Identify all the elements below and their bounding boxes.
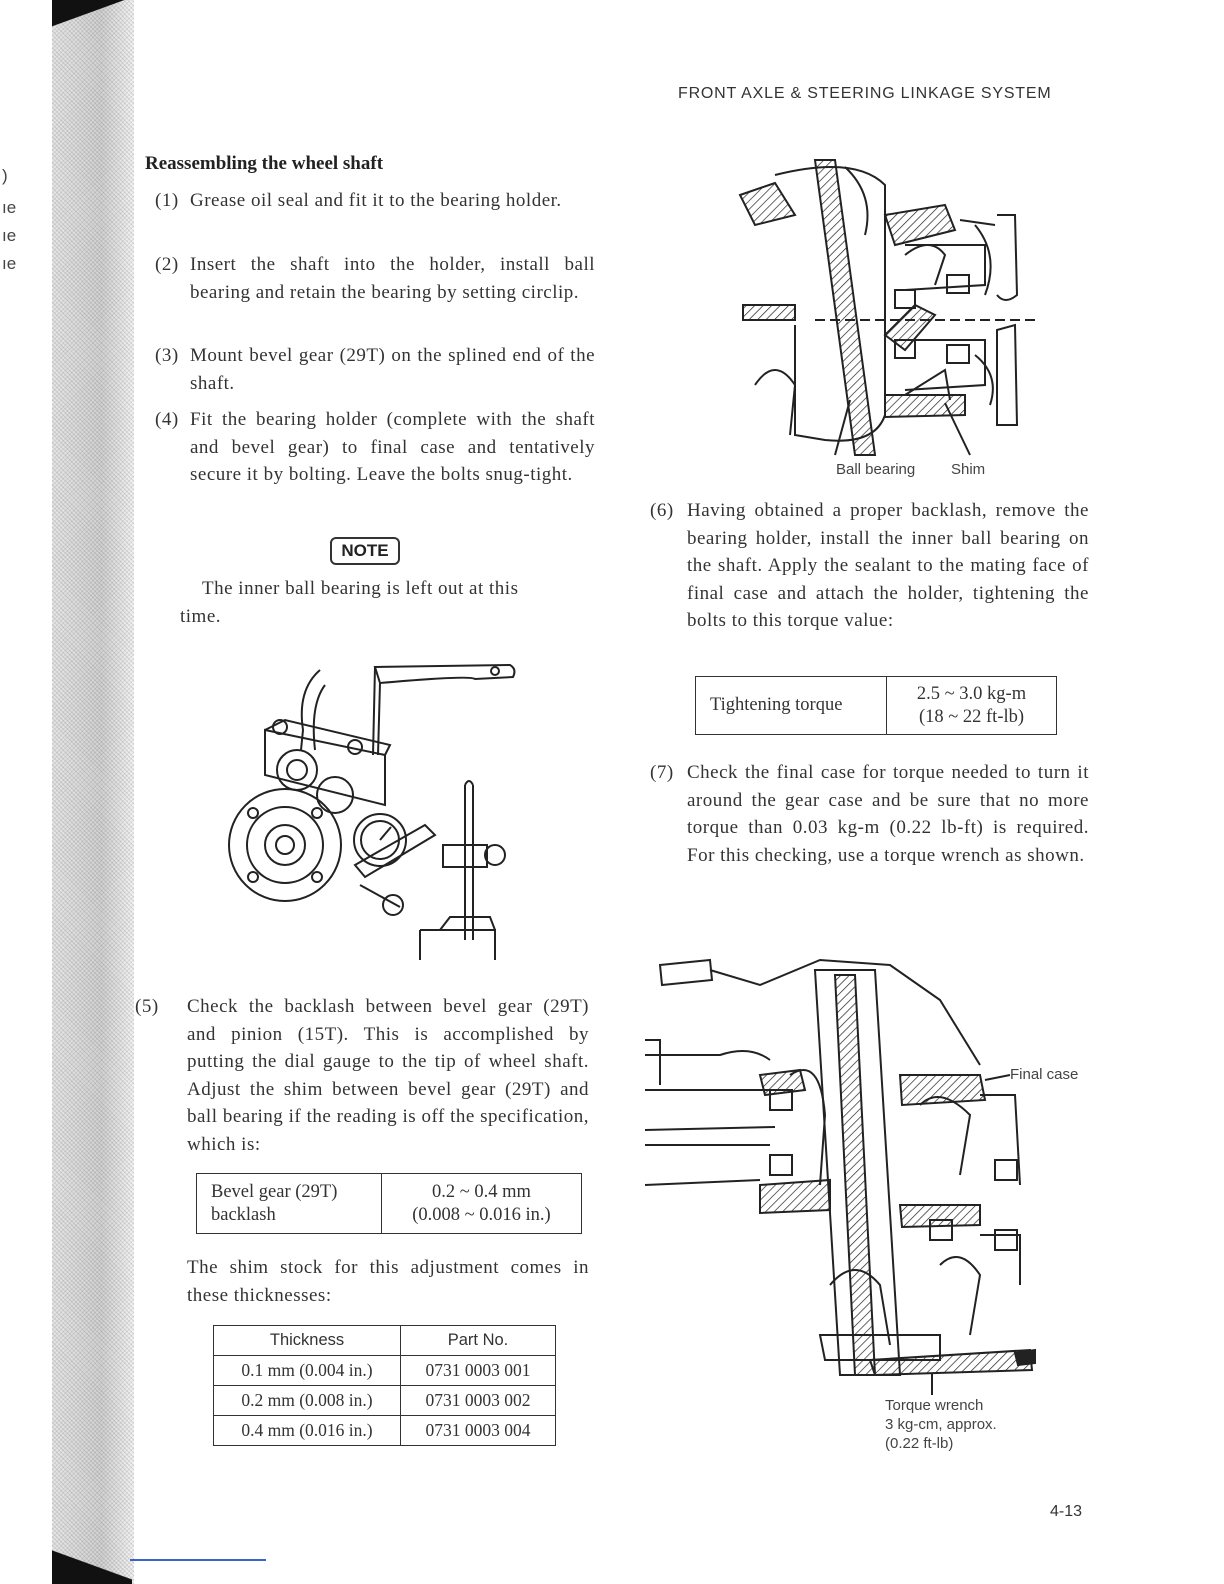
bottom-edge-line [130, 1559, 266, 1561]
binding-shadow-bottom [52, 1530, 132, 1584]
note-text: The inner ball bearing is left out at this time. [180, 578, 519, 627]
spec-value-line: 0.2 ~ 0.4 mm [432, 1181, 531, 1202]
step-4 [155, 406, 595, 489]
column-header: Thickness [214, 1326, 401, 1356]
step-text: Mount bevel gear (29T) on the splined end of the shaft. [190, 345, 595, 394]
step-text: Having obtained a proper backlash, remove the bearing holder, install the inner ball bearing on the shaft. Apply the sealant to the mating face of final case and attach the holder, tightening the bolts to this torque value: [687, 500, 1089, 631]
step-1 [155, 187, 595, 215]
step-3 [155, 342, 595, 397]
shim-label: Shim [951, 461, 986, 478]
spec-item-line: Bevel gear (29T) [211, 1181, 338, 1202]
table-row [214, 1416, 556, 1446]
step-text: Check the final case for torque needed to turn it around the gear case and be sure that no more torque than 0.03 kg-m (0.22 lb-ft) is required. For this checking, use a torque wrench as shown. [687, 762, 1089, 866]
page-number: 4-13 [1050, 1503, 1083, 1520]
step-text: Check the backlash between bevel gear (29T) and pinion (15T). This is accomplished by putting the dial gauge to the tip of wheel shaft. Adjust the shim between bevel gear (29T) and ball bearing if the reading is off the specification, which is: [187, 996, 589, 1155]
torque-value-cell [887, 677, 1057, 735]
dial-gauge-figure [225, 655, 525, 965]
spec-item-cell [197, 1174, 382, 1234]
step-text: Fit the bearing holder (complete with the shaft and bevel gear) to final case and tentatively secure it by bolting. Leave the bolts snug-tight. [190, 409, 595, 485]
note-label: NOTE [330, 537, 400, 565]
torque-value-line: 2.5 ~ 3.0 kg-m [916, 683, 1027, 704]
step-text: Grease oil seal and fit it to the bearing holder. [190, 190, 562, 211]
table-cell: 0731 0003 002 [401, 1386, 556, 1416]
step-5 [135, 993, 589, 1158]
running-header: FRONT AXLE & STEERING LINKAGE SYSTEM [678, 85, 1052, 102]
page-binding [52, 0, 134, 1584]
final-case-torque-figure [640, 955, 1060, 1395]
margin-fragment: ıe [2, 254, 17, 273]
section-heading: Reassembling the wheel shaft [145, 153, 384, 174]
final-case-label: Final case [1010, 1066, 1079, 1083]
ball-bearing-label: Ball bearing [836, 461, 916, 478]
column-header: Part No. [401, 1326, 556, 1356]
table-row [214, 1356, 556, 1386]
margin-fragment: ıe [2, 226, 17, 245]
step-number: (1) [155, 190, 179, 211]
spec-value-line: (0.008 ~ 0.016 in.) [412, 1204, 551, 1225]
spec-value-cell [382, 1174, 582, 1234]
table-cell: 0731 0003 001 [401, 1356, 556, 1386]
step-number: (6) [650, 500, 674, 521]
shim-table [213, 1325, 556, 1446]
table-cell: 0.1 mm (0.004 in.) [214, 1356, 401, 1386]
step-number: (7) [650, 762, 674, 783]
step-2 [155, 251, 595, 306]
shim-intro: The shim stock for this adjustment comes in these thicknesses: [187, 1257, 589, 1306]
torque-wrench-value: 3 kg-cm, approx. [885, 1416, 997, 1433]
torque-value-line: (18 ~ 22 ft-lb) [918, 706, 1025, 727]
torque-wrench-label-group [885, 1396, 997, 1453]
step-text: Insert the shaft into the holder, install ball bearing and retain the bearing by setting circlip. [190, 254, 595, 303]
step-number: (2) [155, 254, 179, 275]
bearing-holder-section-figure [735, 155, 1035, 460]
margin-fragment: ıe [2, 198, 17, 217]
table-cell: 0.4 mm (0.016 in.) [214, 1416, 401, 1446]
step-number: (5) [135, 996, 159, 1017]
table-cell: 0.2 mm (0.008 in.) [214, 1386, 401, 1416]
step-7 [650, 759, 1089, 869]
step-number: (3) [155, 345, 179, 366]
spec-item-line: backlash [211, 1204, 276, 1225]
torque-spec-table [695, 676, 1057, 735]
torque-wrench-value-imperial: (0.22 ft-lb) [885, 1435, 954, 1452]
torque-label-cell: Tightening torque [696, 677, 887, 735]
backlash-spec-table [196, 1173, 582, 1234]
table-row [214, 1386, 556, 1416]
step-6 [650, 497, 1089, 635]
margin-fragment: ) [2, 166, 8, 185]
binding-shadow-top [52, 0, 132, 36]
torque-wrench-label: Torque wrench [885, 1397, 984, 1414]
step-number: (4) [155, 409, 179, 430]
table-cell: 0731 0003 004 [401, 1416, 556, 1446]
